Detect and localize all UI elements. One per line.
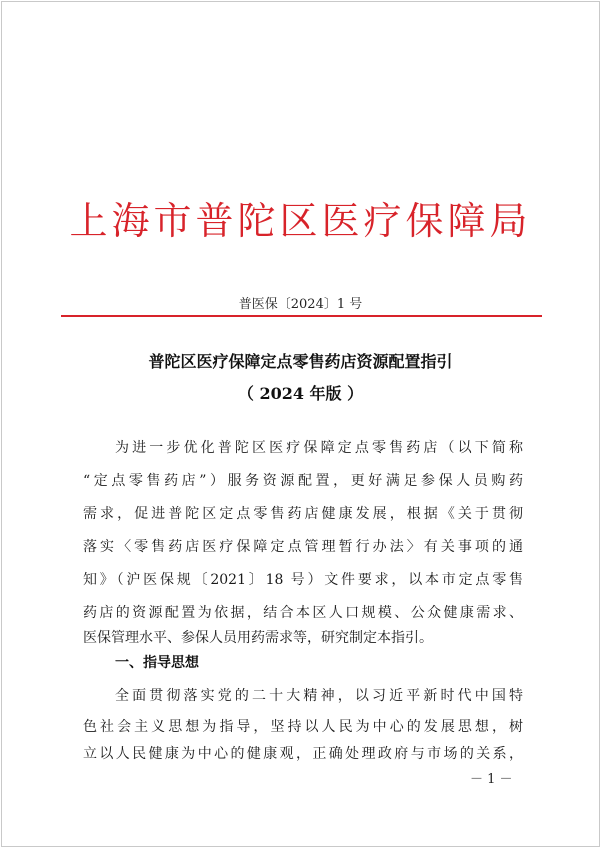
section-heading-guiding-ideology: 一、指导思想 <box>115 655 199 671</box>
page-number: － 1 － <box>470 772 513 787</box>
paragraph-line: 为进一步优化普陀区医疗保障定点零售药店（以下简称 <box>115 440 523 456</box>
paragraph-line: 立以人民健康为中心的健康观，正确处理政府与市场的关系， <box>83 746 523 762</box>
red-divider-line <box>61 315 542 317</box>
paragraph-line: 知》（沪医保规〔2021〕18 号）文件要求，以本市定点零售 <box>83 572 523 588</box>
document-title: 普陀区医疗保障定点零售药店资源配置指引 <box>148 352 453 371</box>
paragraph-line: 医保管理水平、参保人员用药需求等，研究制定本指引。 <box>83 630 433 646</box>
agency-header: 上海市普陀区医疗保障局 <box>69 199 532 243</box>
paragraph-line: 需求，促进普陀区定点零售药店健康发展，根据《关于贯彻 <box>83 506 523 522</box>
paragraph-line: 色社会主义思想为指导，坚持以人民为中心的发展思想，树 <box>83 719 523 735</box>
paragraph-line: 落实〈零售药店医疗保障定点管理暂行办法〉有关事项的通 <box>83 539 523 555</box>
document-edition: （ 2024 年版 ） <box>237 384 364 403</box>
paragraph-line: 药店的资源配置为依据，结合本区人口规模、公众健康需求、 <box>83 605 523 621</box>
paragraph-line: “定点零售药店”）服务资源配置，更好满足参保人员购药 <box>83 473 523 489</box>
document-number: 普医保〔2024〕1 号 <box>238 297 363 312</box>
paragraph-line: 全面贯彻落实党的二十大精神，以习近平新时代中国特 <box>115 688 523 704</box>
